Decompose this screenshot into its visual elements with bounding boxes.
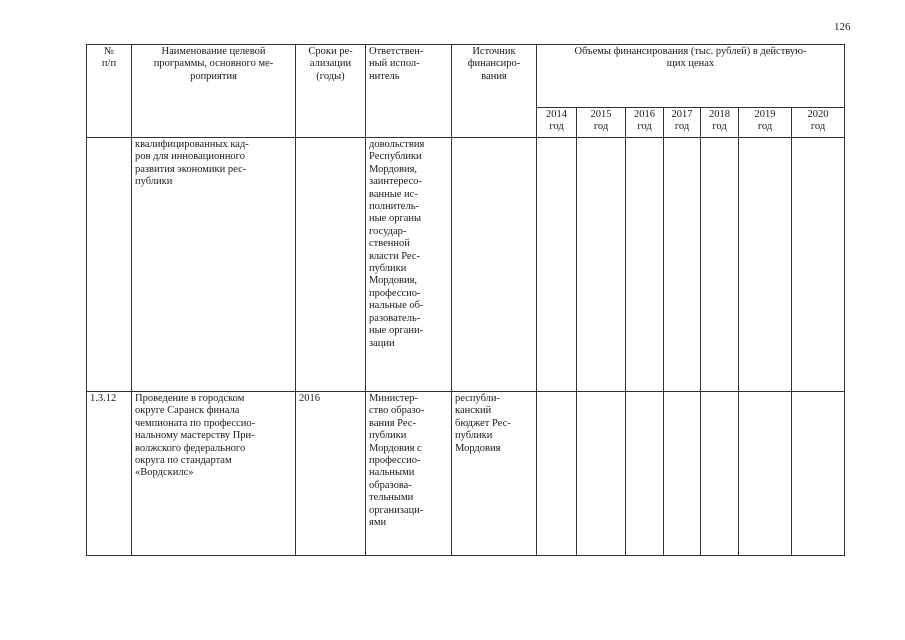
- row-amount-2014: [537, 392, 577, 556]
- row-amount-2018: [701, 138, 739, 392]
- row-amount-2018: [701, 392, 739, 556]
- row-amount-2017: [664, 138, 701, 392]
- row-amount-2020: [792, 392, 845, 556]
- header-num: № п/п: [87, 45, 132, 138]
- page-number: 126: [834, 21, 851, 33]
- header-funding-volume: Объемы финансирования (тыс. рублей) в действую- щих ценах: [537, 45, 845, 108]
- row-responsible: Министер- ство образо- вания Рес- публики Мордовия с профессио- нальными образова- тельными организаци- ями: [366, 392, 452, 556]
- year-2017: 2017 год: [664, 108, 701, 138]
- header-funding-source: Источник финансиро- вания: [452, 45, 537, 138]
- year-2015: 2015 год: [577, 108, 626, 138]
- row-responsible: довольствия Республики Мордовия, заинтересо- ванные ис- полнитель- ные органы государ- ственной власти Рес- публики Мордовия, профессио- нальные об- разователь- ные органи- зации: [366, 138, 452, 392]
- year-2014: 2014 год: [537, 108, 577, 138]
- row-period: [296, 138, 366, 392]
- table-row: [87, 392, 845, 556]
- year-2018: 2018 год: [701, 108, 739, 138]
- row-amount-2016: [626, 392, 664, 556]
- row-num: 1.3.12: [87, 392, 132, 556]
- year-2016: 2016 год: [626, 108, 664, 138]
- row-amount-2017: [664, 392, 701, 556]
- row-program-name: квалифицированных кад- ров для инновационного развития экономики рес- публики: [132, 138, 296, 392]
- header-responsible: Ответствен- ный испол- нитель: [366, 45, 452, 138]
- year-2019: 2019 год: [739, 108, 792, 138]
- row-num: [87, 138, 132, 392]
- row-funding-source: [452, 138, 537, 392]
- row-program-name: Проведение в городском округе Саранск финала чемпионата по профессио- нальному мастерству При- волжского федерального округа по стандартам «Вордскилс»: [132, 392, 296, 556]
- row-funding-source: республи- канский бюджет Рес- публики Мордовия: [452, 392, 537, 556]
- row-amount-2015: [577, 138, 626, 392]
- row-amount-2014: [537, 138, 577, 392]
- row-amount-2020: [792, 138, 845, 392]
- program-funding-table: [86, 44, 845, 556]
- header-row: [87, 45, 845, 108]
- row-period: 2016: [296, 392, 366, 556]
- header-period: Сроки ре- ализации (годы): [296, 45, 366, 138]
- row-amount-2019: [739, 392, 792, 556]
- row-amount-2016: [626, 138, 664, 392]
- table-row: [87, 138, 845, 392]
- row-amount-2015: [577, 392, 626, 556]
- header-program-name: Наименование целевой программы, основного ме- роприятия: [132, 45, 296, 138]
- row-amount-2019: [739, 138, 792, 392]
- year-2020: 2020 год: [792, 108, 845, 138]
